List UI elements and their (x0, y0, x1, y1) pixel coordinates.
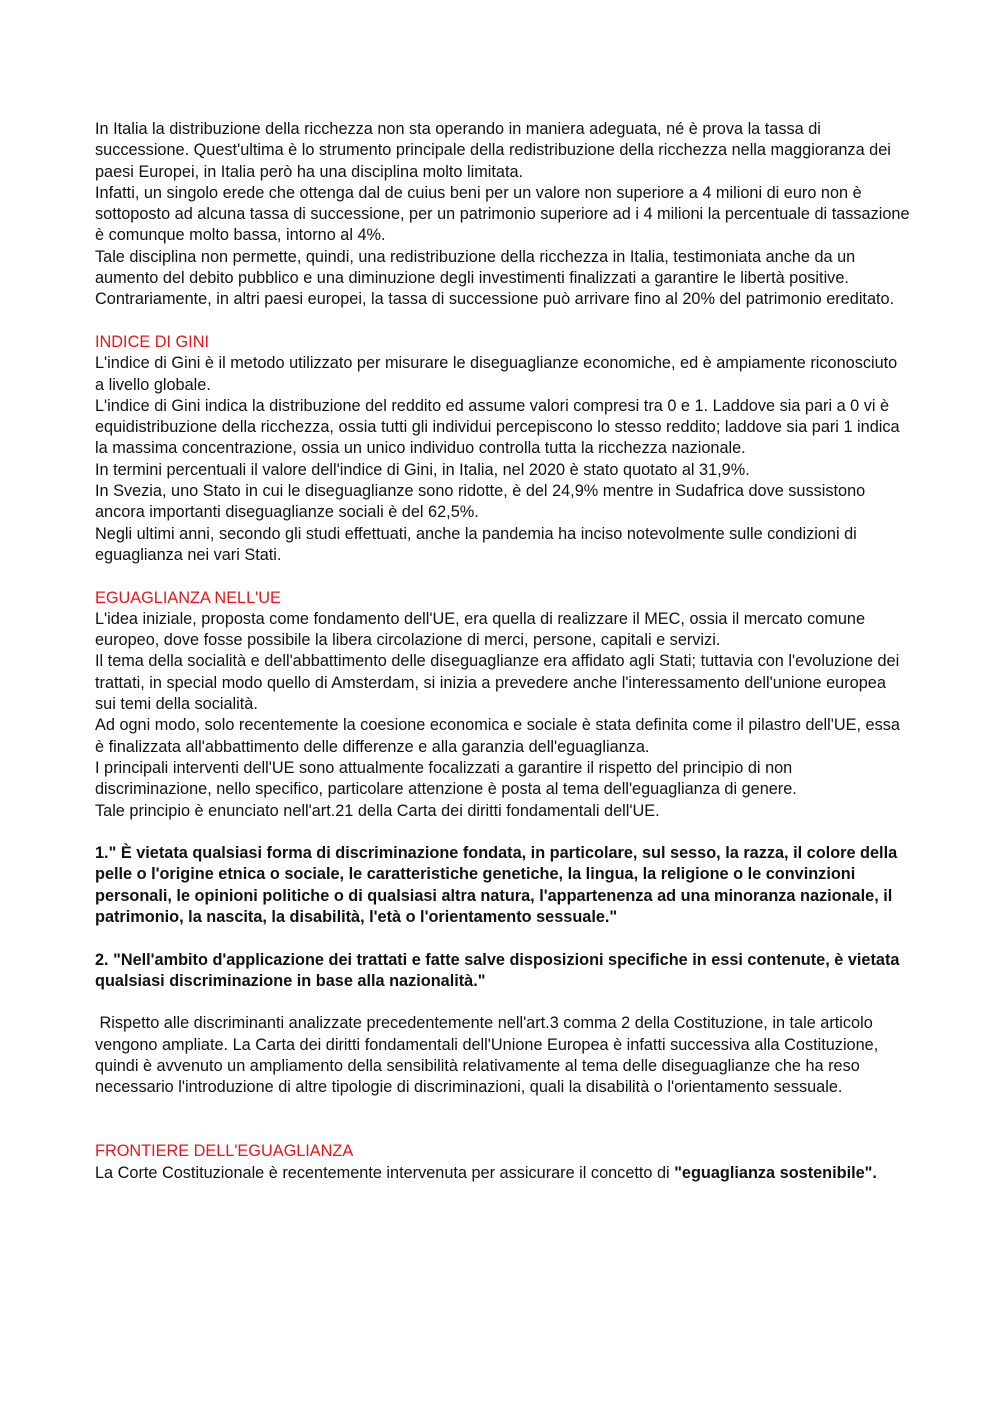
gini-paragraph: L'indice di Gini indica la distribuzione del reddito ed assume valori compresi tra 0 e 1. Laddove sia pari a 0 vi è equidistribuzione della ricchezza, ossia tutti gli individui percepiscono lo stesso reddito; laddove sia pari 1 indica la massima concentrazione, ossia un unico individuo controlla tutta la ricchezza nazionale. (95, 396, 900, 458)
document-page (95, 119, 910, 1184)
gini-section (95, 332, 910, 566)
gini-paragraph: In termini percentuali il valore dell'indice di Gini, in Italia, nel 2020 è stato quotato al 31,9%. (95, 460, 750, 479)
spacer (95, 822, 910, 843)
ue-commentary: Rispetto alle discriminanti analizzate precedentemente nell'art.3 comma 2 della Costituzione, in tale articolo vengono ampliate. La Carta dei diritti fondamentali dell'Unione Europea è infatti successiva alla Costituzione, quindi è avvenuto un ampliamento della sensibilità relativamente al tema delle diseguaglianze che ha reso necessario l'introduzione di altre tipologie di discriminazioni, quali la disabilità o l'orientamento sessuale. (95, 1014, 883, 1097)
gini-paragraph: L'indice di Gini è il metodo utilizzato per misurare le diseguaglianze economiche, ed è ampiamente riconosciuto a livello globale. (95, 354, 898, 394)
gini-paragraph: In Svezia, uno Stato in cui le diseguaglianze sono ridotte, è del 24,9% mentre in Sudafrica dove sussistono ancora importanti diseguaglianze sociali è del 62,5%. (95, 482, 866, 522)
ue-paragraph: I principali interventi dell'UE sono attualmente focalizzati a garantire il rispetto del principio di non discriminazione, nello specifico, particolare attenzione è posta al tema dell'eguaglianza di genere. (95, 758, 797, 799)
ue-section (95, 588, 910, 1099)
frontiere-text: La Corte Costituzionale è recentemente intervenuta per assicurare il concetto di (95, 1163, 675, 1182)
spacer (95, 992, 910, 1013)
spacer (95, 1099, 910, 1142)
intro-paragraph: Contrariamente, in altri paesi europei, la tassa di successione può arrivare fino al 20% del patrimonio ereditato. (95, 290, 895, 309)
intro-paragraph: Infatti, un singolo erede che ottenga dal de cuius beni per un valore non superiore a 4 milioni di euro non è sottoposto ad alcuna tassa di successione, per un patrimonio superiore ad i 4 milioni la percentuale di tassazione è comunque molto bassa, intorno al 4%. (95, 183, 910, 245)
spacer (95, 311, 910, 332)
section-heading-frontiere: FRONTIERE DELL'EGUAGLIANZA (95, 1142, 354, 1161)
frontiere-bold-text: "eguaglianza sostenibile". (674, 1163, 877, 1182)
frontiere-paragraph (95, 1163, 910, 1184)
intro-paragraph: In Italia la distribuzione della ricchezza non sta operando in maniera adeguata, né è prova la tassa di successione. Quest'ultima è lo strumento principale della redistribuzione della ricchezza nella maggioranza dei paesi Europei, in Italia però ha una disciplina molto limitata. (95, 120, 891, 181)
intro-section (95, 119, 910, 311)
section-heading-gini: INDICE DI GINI (95, 332, 209, 351)
ue-paragraph: L'idea iniziale, proposta come fondamento dell'UE, era quella di realizzare il MEC, ossia il mercato comune europeo, dove fosse possibile la libera circolazione di merci, persone, capitali e servizi. (95, 609, 866, 650)
quote-article-21-comma-2: 2. "Nell'ambito d'applicazione dei trattati e fatte salve disposizioni specifiche in essi contenute, è vietata qualsiasi discriminazione in base alla nazionalità." (95, 950, 900, 990)
intro-paragraph: Tale disciplina non permette, quindi, una redistribuzione della ricchezza in Italia, testimoniata anche da un aumento del debito pubblico e una diminuzione degli investimenti finalizzati a garantire le libertà positive. (95, 247, 856, 288)
spacer (95, 566, 910, 587)
gini-paragraph: Negli ultimi anni, secondo gli studi effettuati, anche la pandemia ha inciso notevolmente sulle condizioni di eguaglianza nei vari Stati. (95, 524, 857, 564)
ue-paragraph: Tale principio è enunciato nell'art.21 della Carta dei diritti fondamentali dell'UE. (95, 801, 660, 820)
ue-paragraph: Il tema della socialità e dell'abbattimento delle diseguaglianze era affidato agli Stati; tuttavia con l'evoluzione dei trattati, in special modo quello di Amsterdam, si inizia a prevedere anche l'interessamento dell'unione europea sui temi della socialità. (95, 652, 900, 714)
ue-paragraph: Ad ogni modo, solo recentemente la coesione economica e sociale è stata definita come il pilastro dell'UE, essa è finalizzata all'abbattimento delle differenze e alla garanzia dell'eguaglianza. (95, 716, 900, 756)
quote-article-21-comma-1: 1." È vietata qualsiasi forma di discriminazione fondata, in particolare, sul sesso, la razza, il colore della pelle o l'origine etnica o sociale, le caratteristiche genetiche, la lingua, la religione o le convinzioni personali, le opinioni politiche o di qualsiasi altra natura, l'appartenenza ad una minoranza nazionale, il patrimonio, la nascita, la disabilità, l'età o l'orientamento sessuale." (95, 844, 898, 926)
spacer (95, 928, 910, 949)
section-heading-ue: EGUAGLIANZA NELL'UE (95, 588, 281, 607)
frontiere-section (95, 1141, 910, 1184)
